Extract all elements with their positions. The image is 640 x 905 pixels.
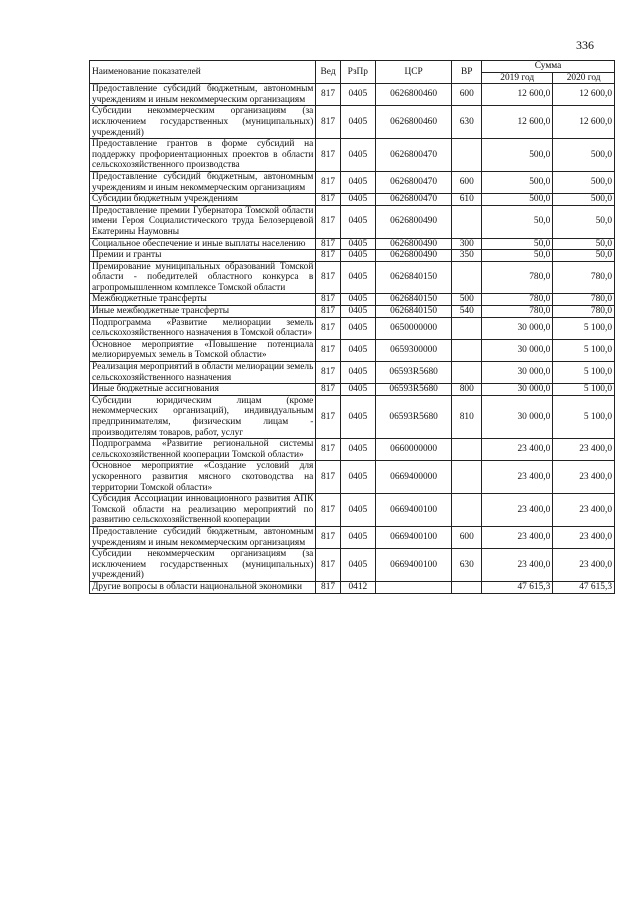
table-row [90, 581, 615, 593]
row-vr: 600 [452, 171, 482, 193]
row-ved: 817 [316, 106, 340, 139]
row-sum-2019: 500,0 [482, 194, 553, 206]
row-ved: 817 [316, 581, 340, 593]
row-ved: 817 [316, 84, 340, 106]
row-rzpr: 0405 [340, 261, 375, 294]
row-rzpr: 0405 [340, 494, 375, 527]
row-sum-2019: 780,0 [482, 306, 553, 318]
row-name: Другие вопросы в области национальной экономики [90, 581, 316, 593]
row-csr: 0650000000 [375, 317, 452, 339]
table-body [90, 84, 615, 593]
row-name: Основное мероприятие «Повышение потенциала мелиорируемых земель в Томской области» [90, 339, 316, 361]
row-csr: 06593R5680 [375, 362, 452, 384]
row-sum-2019: 23 400,0 [482, 439, 553, 461]
row-rzpr: 0405 [340, 194, 375, 206]
row-csr: 0669400100 [375, 549, 452, 582]
row-vr [452, 261, 482, 294]
row-ved: 817 [316, 461, 340, 494]
row-vr: 810 [452, 395, 482, 438]
row-sum-2020: 47 615,3 [553, 581, 615, 593]
row-csr: 0669400100 [375, 526, 452, 548]
row-sum-2019: 30 000,0 [482, 395, 553, 438]
row-ved: 817 [316, 494, 340, 527]
table-row [90, 106, 615, 139]
row-sum-2020: 23 400,0 [553, 549, 615, 582]
table-row [90, 395, 615, 438]
row-sum-2020: 23 400,0 [553, 494, 615, 527]
row-vr: 500 [452, 294, 482, 306]
row-name: Премирование муниципальных образований Томской области - победителей областного конкурса в агропромышленном комплексе Томской области [90, 261, 316, 294]
row-csr: 0669400100 [375, 494, 452, 527]
row-name: Предоставление грантов в форме субсидий на поддержку профориентационных проектов в области сельскохозяйственного производства [90, 139, 316, 172]
page-number: 336 [576, 38, 594, 52]
row-sum-2019: 23 400,0 [482, 526, 553, 548]
row-csr: 06593R5680 [375, 395, 452, 438]
row-sum-2020: 5 100,0 [553, 384, 615, 396]
row-rzpr: 0405 [340, 395, 375, 438]
row-rzpr: 0405 [340, 549, 375, 582]
header-vr: ВР [452, 61, 482, 84]
row-rzpr: 0405 [340, 339, 375, 361]
row-csr: 0626800490 [375, 238, 452, 250]
row-name: Межбюджетные трансферты [90, 294, 316, 306]
row-name: Субсидии юридическим лицам (кроме некоммерческих организаций), индивидуальным предпринимателям, физическим лицам - производителям товаров, работ, услуг [90, 395, 316, 438]
row-ved: 817 [316, 294, 340, 306]
row-rzpr: 0405 [340, 84, 375, 106]
row-name: Основное мероприятие «Создание условий для ускоренного развития мясного скотоводства на территории Томской области» [90, 461, 316, 494]
row-name: Социальное обеспечение и иные выплаты населению [90, 238, 316, 250]
table-row [90, 261, 615, 294]
row-csr: 0660000000 [375, 439, 452, 461]
row-sum-2020: 50,0 [553, 205, 615, 238]
row-ved: 817 [316, 194, 340, 206]
row-sum-2020: 50,0 [553, 238, 615, 250]
row-sum-2019: 30 000,0 [482, 339, 553, 361]
row-vr: 800 [452, 384, 482, 396]
table-row [90, 250, 615, 262]
row-name: Субсидия Ассоциации инновационного развития АПК Томской области на реализацию мероприятий по развитию сельскохозяйственной кооперации [90, 494, 316, 527]
row-sum-2019: 30 000,0 [482, 317, 553, 339]
row-csr: 0669400000 [375, 461, 452, 494]
row-csr: 0659300000 [375, 339, 452, 361]
row-ved: 817 [316, 205, 340, 238]
row-sum-2019: 50,0 [482, 250, 553, 262]
row-vr [452, 439, 482, 461]
table-row [90, 317, 615, 339]
row-rzpr: 0412 [340, 581, 375, 593]
row-rzpr: 0405 [340, 526, 375, 548]
row-name: Предоставление премии Губернатора Томской области имени Героя Социалистического труда Белозерцевой Екатерины Наумовны [90, 205, 316, 238]
row-csr: 0626800470 [375, 139, 452, 172]
row-sum-2019: 12 600,0 [482, 106, 553, 139]
budget-table [89, 60, 615, 594]
row-rzpr: 0405 [340, 306, 375, 318]
row-name: Иные бюджетные ассигнования [90, 384, 316, 396]
row-name: Субсидии бюджетным учреждениям [90, 194, 316, 206]
table-row [90, 494, 615, 527]
row-sum-2020: 5 100,0 [553, 339, 615, 361]
header-2019: 2019 год [482, 72, 553, 84]
row-vr [452, 362, 482, 384]
table-header [90, 61, 615, 84]
row-sum-2019: 23 400,0 [482, 461, 553, 494]
row-ved: 817 [316, 339, 340, 361]
row-sum-2019: 500,0 [482, 171, 553, 193]
row-ved: 817 [316, 549, 340, 582]
row-ved: 817 [316, 250, 340, 262]
row-vr: 610 [452, 194, 482, 206]
row-rzpr: 0405 [340, 439, 375, 461]
row-vr: 540 [452, 306, 482, 318]
row-sum-2019: 50,0 [482, 205, 553, 238]
table-row [90, 171, 615, 193]
row-csr: 0626840150 [375, 294, 452, 306]
row-vr [452, 339, 482, 361]
row-ved: 817 [316, 439, 340, 461]
table-row [90, 194, 615, 206]
row-sum-2020: 50,0 [553, 250, 615, 262]
row-sum-2020: 500,0 [553, 139, 615, 172]
row-sum-2019: 780,0 [482, 294, 553, 306]
row-sum-2020: 23 400,0 [553, 439, 615, 461]
row-sum-2020: 780,0 [553, 306, 615, 318]
header-ved: Вед [316, 61, 340, 84]
row-sum-2019: 50,0 [482, 238, 553, 250]
row-rzpr: 0405 [340, 205, 375, 238]
row-csr: 0626800490 [375, 250, 452, 262]
row-name: Иные межбюджетные трансферты [90, 306, 316, 318]
row-csr: 0626800490 [375, 205, 452, 238]
row-csr: 0626800470 [375, 171, 452, 193]
row-ved: 817 [316, 306, 340, 318]
row-sum-2019: 780,0 [482, 261, 553, 294]
row-rzpr: 0405 [340, 238, 375, 250]
row-rzpr: 0405 [340, 384, 375, 396]
row-sum-2019: 30 000,0 [482, 384, 553, 396]
header-csr: ЦСР [375, 61, 452, 84]
row-sum-2020: 12 600,0 [553, 84, 615, 106]
row-rzpr: 0405 [340, 294, 375, 306]
row-vr [452, 317, 482, 339]
row-rzpr: 0405 [340, 317, 375, 339]
header-2020: 2020 год [553, 72, 615, 84]
row-rzpr: 0405 [340, 461, 375, 494]
row-name: Предоставление субсидий бюджетным, автономным учреждениям и иным некоммерческим организациям [90, 526, 316, 548]
row-sum-2020: 5 100,0 [553, 317, 615, 339]
row-ved: 817 [316, 261, 340, 294]
row-sum-2019: 47 615,3 [482, 581, 553, 593]
row-vr: 350 [452, 250, 482, 262]
row-sum-2019: 12 600,0 [482, 84, 553, 106]
row-name: Реализация мероприятий в области мелиорации земель сельскохозяйственного назначения [90, 362, 316, 384]
row-ved: 817 [316, 317, 340, 339]
row-ved: 817 [316, 384, 340, 396]
row-ved: 817 [316, 526, 340, 548]
row-sum-2019: 23 400,0 [482, 549, 553, 582]
row-rzpr: 0405 [340, 139, 375, 172]
table-row [90, 306, 615, 318]
row-name: Премии и гранты [90, 250, 316, 262]
row-sum-2020: 12 600,0 [553, 106, 615, 139]
row-vr [452, 205, 482, 238]
row-name: Субсидии некоммерческим организациям (за исключением государственных (муниципальных) учреждений) [90, 106, 316, 139]
row-name: Подпрограмма «Развитие региональной системы сельскохозяйственной кооперации Томской области» [90, 439, 316, 461]
row-vr [452, 494, 482, 527]
row-sum-2019: 30 000,0 [482, 362, 553, 384]
row-ved: 817 [316, 171, 340, 193]
header-name: Наименование показателей [90, 61, 316, 84]
table-row [90, 205, 615, 238]
row-ved: 817 [316, 362, 340, 384]
table-row [90, 362, 615, 384]
table-row [90, 549, 615, 582]
row-sum-2020: 5 100,0 [553, 395, 615, 438]
row-csr: 0626800460 [375, 106, 452, 139]
table-row [90, 384, 615, 396]
row-sum-2019: 500,0 [482, 139, 553, 172]
row-vr: 630 [452, 106, 482, 139]
row-sum-2020: 23 400,0 [553, 526, 615, 548]
row-csr: 06593R5680 [375, 384, 452, 396]
row-sum-2020: 500,0 [553, 194, 615, 206]
row-sum-2020: 780,0 [553, 294, 615, 306]
table-row [90, 526, 615, 548]
row-rzpr: 0405 [340, 171, 375, 193]
row-vr: 630 [452, 549, 482, 582]
row-sum-2019: 23 400,0 [482, 494, 553, 527]
row-sum-2020: 5 100,0 [553, 362, 615, 384]
row-vr [452, 139, 482, 172]
row-vr: 600 [452, 526, 482, 548]
row-vr [452, 461, 482, 494]
row-sum-2020: 780,0 [553, 261, 615, 294]
row-vr [452, 581, 482, 593]
table-row [90, 294, 615, 306]
row-name: Предоставление субсидий бюджетным, автономным учреждениям и иным некоммерческим организациям [90, 84, 316, 106]
row-csr: 0626800470 [375, 194, 452, 206]
row-rzpr: 0405 [340, 362, 375, 384]
table-row [90, 84, 615, 106]
row-csr [375, 581, 452, 593]
row-sum-2020: 23 400,0 [553, 461, 615, 494]
table-row [90, 439, 615, 461]
table-row [90, 238, 615, 250]
row-name: Субсидии некоммерческим организациям (за исключением государственных (муниципальных) учреждений) [90, 549, 316, 582]
row-ved: 817 [316, 395, 340, 438]
row-vr: 300 [452, 238, 482, 250]
row-ved: 817 [316, 238, 340, 250]
row-name: Подпрограмма «Развитие мелиорации земель сельскохозяйственного назначения в Томской области» [90, 317, 316, 339]
row-name: Предоставление субсидий бюджетным, автономным учреждениям и иным некоммерческим организациям [90, 171, 316, 193]
row-rzpr: 0405 [340, 250, 375, 262]
row-ved: 817 [316, 139, 340, 172]
header-sum: Сумма [482, 61, 615, 73]
header-rzpr: РзПр [340, 61, 375, 84]
table-row [90, 461, 615, 494]
row-csr: 0626840150 [375, 306, 452, 318]
row-csr: 0626840150 [375, 261, 452, 294]
row-rzpr: 0405 [340, 106, 375, 139]
row-csr: 0626800460 [375, 84, 452, 106]
table-row [90, 139, 615, 172]
row-sum-2020: 500,0 [553, 171, 615, 193]
row-vr: 600 [452, 84, 482, 106]
table-row [90, 339, 615, 361]
